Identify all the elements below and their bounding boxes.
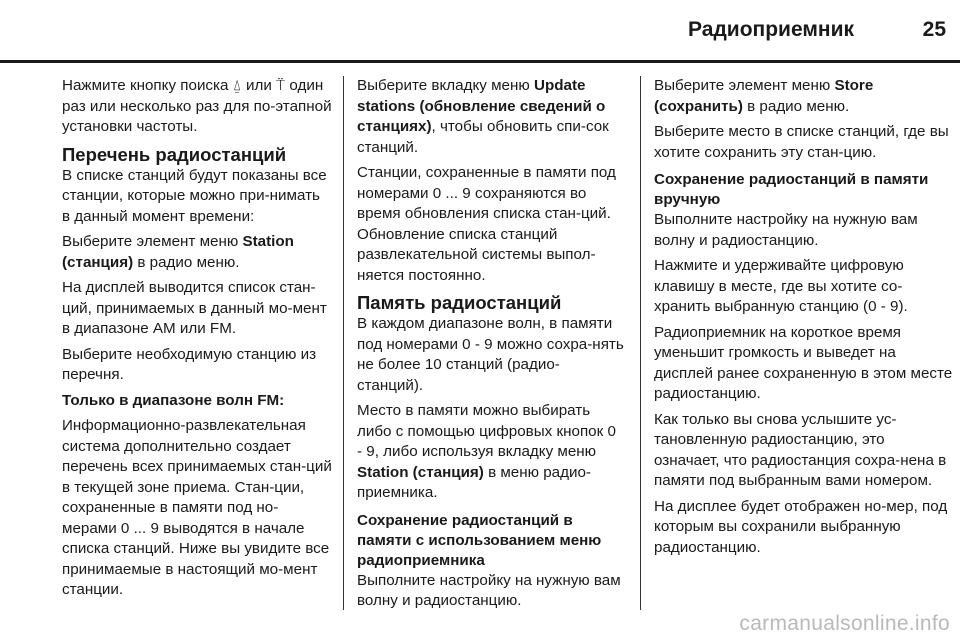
paragraph: В каждом диапазоне волн, в памяти под номерами 0 - 9 можно сохра-нять не более 10 станций (радио-станций). bbox=[357, 315, 624, 394]
paragraph: Выполните настройку на нужную вам волну и радиостанцию. bbox=[357, 571, 621, 609]
paragraph: Нажмите кнопку поиска ⍙ или ⍡ один раз или несколько раз для по-этапной установки частоты. bbox=[62, 77, 332, 135]
column-divider bbox=[343, 76, 344, 610]
text: Выберите элемент меню bbox=[654, 77, 835, 94]
paragraph bbox=[654, 76, 954, 117]
column-divider bbox=[640, 76, 641, 610]
text: в радио меню. bbox=[742, 97, 850, 115]
paragraph: В списке станций будут показаны все станции, которые можно при-нимать в данный момент времени: bbox=[62, 166, 327, 225]
text: в меню радио-приемника. bbox=[357, 463, 591, 501]
subheading: Сохранение радиостанций в памяти с использованием меню радиоприемника bbox=[357, 511, 602, 569]
column-middle bbox=[357, 76, 625, 617]
text: Выберите вкладку меню bbox=[357, 77, 534, 94]
text: Место в памяти можно выбирать либо с помощью цифровых кнопок 0 - 9, либо используя вкладку меню bbox=[357, 402, 616, 460]
text: , чтобы обновить спи-сок станций. bbox=[357, 118, 609, 156]
page-number: 25 bbox=[922, 18, 946, 41]
paragraph: На дисплей выводится список стан-ций, принимаемых в данный мо-мент в диапазоне AM или FM. bbox=[62, 279, 327, 337]
paragraph: Выберите место в списке станций, где вы хотите сохранить эту стан-цию. bbox=[654, 123, 949, 161]
subheading: Только в диапазоне волн FM: bbox=[62, 391, 285, 409]
menu-item-ref: Station (станция) bbox=[62, 233, 294, 271]
paragraph: Нажмите и удерживайте цифровую клавишу в месте, где вы хотите со-хранить выбранную станцию (0 - 9). bbox=[654, 257, 908, 315]
subheading: Сохранение радиостанций в памяти вручную bbox=[654, 171, 929, 208]
paragraph: Как только вы снова услышите ус-тановленную радиостанцию, это означает, что радиостанция сохра-нена в памяти под выбранным вами номером. bbox=[654, 410, 947, 489]
paragraph bbox=[357, 76, 625, 158]
paragraph: Выполните настройку на нужную вам волну и радиостанцию. bbox=[654, 211, 918, 249]
header-divider bbox=[0, 60, 960, 63]
column-left bbox=[62, 76, 332, 606]
text: в радио меню. bbox=[133, 253, 240, 271]
paragraph: На дисплее будет отображен но-мер, под которым вы сохранили выбранную радиостанцию. bbox=[654, 497, 948, 556]
section-heading: Перечень радиостанций bbox=[62, 143, 287, 165]
paragraph bbox=[62, 232, 332, 273]
paragraph: Станции, сохраненные в памяти под номерами 0 ... 9 сохраняются во время обновления списка стан-ций. Обновление списка станций развлекательной системы выпол-няется постоянно. bbox=[357, 164, 616, 284]
page-title: Радиоприемник bbox=[688, 18, 854, 41]
menu-item-ref: Station (станция) bbox=[357, 463, 484, 481]
menu-item-ref: Store (сохранить) bbox=[654, 77, 874, 115]
paragraph: Выберите необходимую станцию из перечня. bbox=[62, 345, 317, 383]
page-header bbox=[0, 0, 960, 64]
paragraph bbox=[357, 401, 625, 504]
watermark: carmanualsonline.info bbox=[739, 612, 950, 635]
text: Выберите элемент меню bbox=[62, 233, 243, 250]
menu-item-ref: Update stations (обновление сведений о станциях) bbox=[357, 77, 606, 135]
paragraph: Информационно-развлекательная система дополнительно создает перечень всех принимаемых стан-ций в текущей зоне приема. Стан-ции, сохраненные в памяти под но-мерами 0 ... 9 выводятся в начале списка станций. Ниже вы увидите все принимаемые в настоящий мо-мент станции. bbox=[62, 417, 332, 598]
section-heading: Память радиостанций bbox=[357, 292, 562, 313]
column-right bbox=[654, 76, 954, 563]
paragraph: Радиоприемник на короткое время уменьшит громкость и выведет на дисплей ранее сохраненную в этом месте радиостанцию. bbox=[654, 323, 953, 402]
